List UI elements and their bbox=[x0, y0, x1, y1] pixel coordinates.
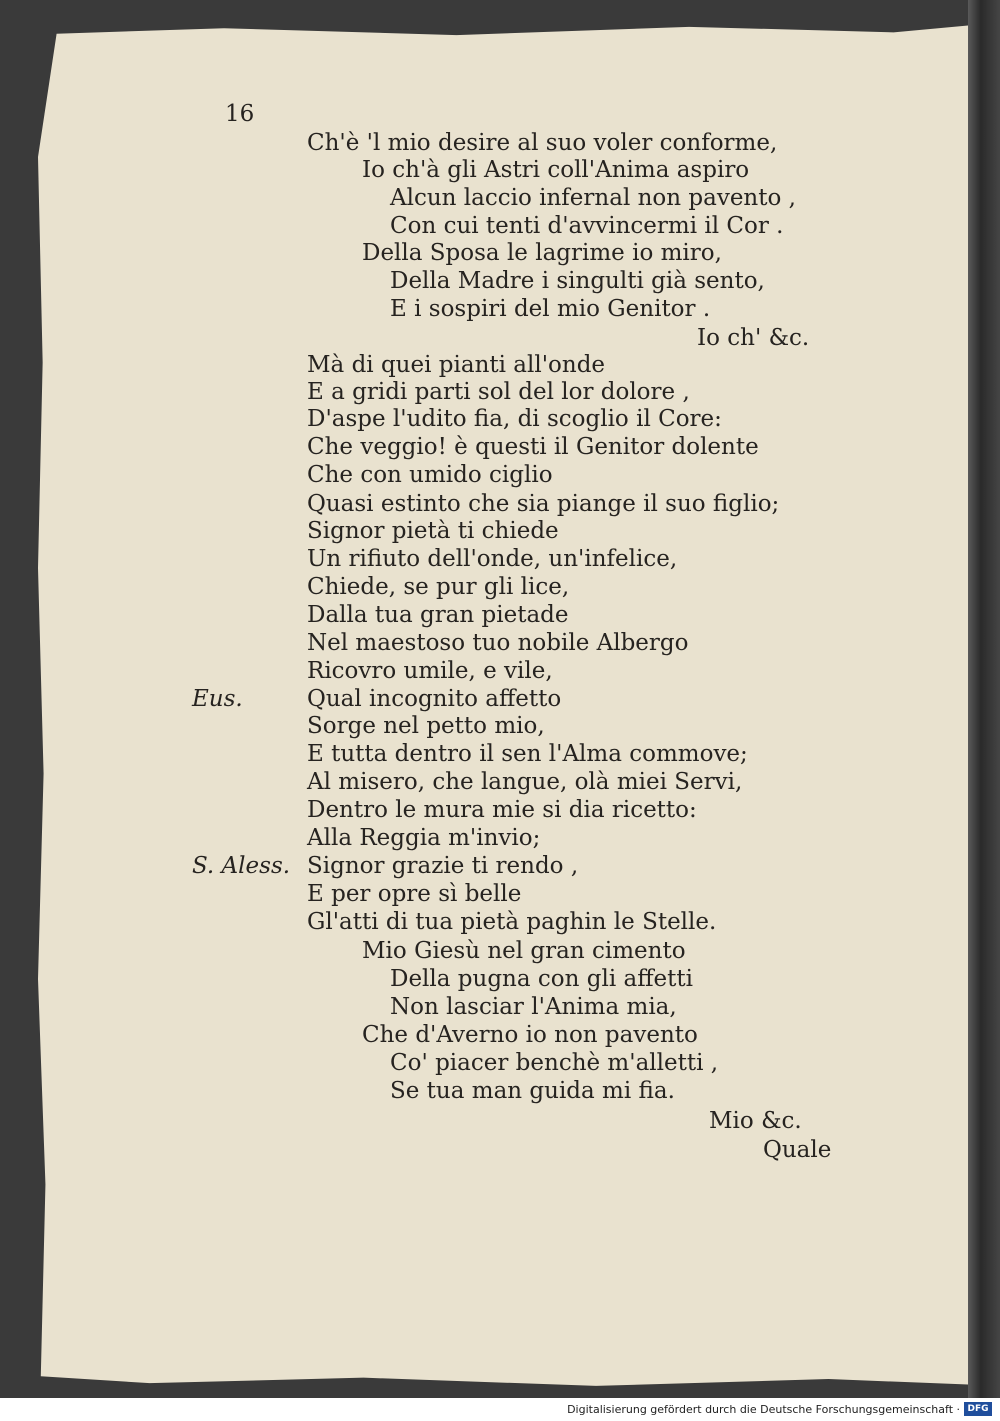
text-line: E i sospiri del mio Genitor . bbox=[390, 296, 711, 322]
text-line: Dalla tua gran pietade bbox=[307, 602, 569, 628]
book-spine bbox=[968, 0, 1000, 1400]
text-line: Alcun laccio infernal non pavento , bbox=[390, 185, 796, 211]
text-line: Ch'è 'l mio desire al suo voler conforme, bbox=[307, 130, 778, 156]
footer-bar bbox=[0, 1398, 1000, 1421]
text-line: Che d'Averno io non pavento bbox=[362, 1022, 698, 1048]
text-line: E per opre sì belle bbox=[307, 881, 522, 907]
text-line: Della Sposa le lagrime io miro, bbox=[362, 240, 722, 266]
page-number: 16 bbox=[225, 101, 255, 127]
text-line: Se tua man guida mi fia. bbox=[390, 1078, 675, 1104]
text-line: Qual incognito affetto bbox=[307, 686, 562, 712]
text-line: Che con umido ciglio bbox=[307, 462, 553, 488]
text-line: Signor grazie ti rendo , bbox=[307, 853, 579, 879]
dfg-logo: DFG bbox=[964, 1402, 992, 1416]
text-line: Sorge nel petto mio, bbox=[307, 713, 545, 739]
text-line: Nel maestoso tuo nobile Albergo bbox=[307, 630, 689, 656]
speaker-label: Eus. bbox=[192, 686, 243, 712]
text-line: D'aspe l'udito fia, di scoglio il Core: bbox=[307, 406, 722, 432]
text-line: Io ch'à gli Astri coll'Anima aspiro bbox=[362, 157, 750, 183]
text-line: Alla Reggia m'invio; bbox=[307, 825, 541, 851]
text-line: Un rifiuto dell'onde, un'infelice, bbox=[307, 546, 678, 572]
text-line: Mà di quei pianti all'onde bbox=[307, 352, 606, 378]
text-line: Ricovro umile, e vile, bbox=[307, 658, 553, 684]
speaker-label: S. Aless. bbox=[192, 853, 291, 879]
text-line: Che veggio! è questi il Genitor dolente bbox=[307, 434, 759, 460]
funding-notice: Digitalisierung gefördert durch die Deutsche Forschungsgemeinschaft · bbox=[567, 1403, 960, 1416]
text-line: Della Madre i singulti già sento, bbox=[390, 268, 765, 294]
catchword: Quale bbox=[763, 1137, 832, 1163]
text-line: Signor pietà ti chiede bbox=[307, 518, 559, 544]
text-line: Chiede, se pur gli lice, bbox=[307, 574, 570, 600]
text-line: Della pugna con gli affetti bbox=[390, 966, 693, 992]
text-line: Dentro le mura mie si dia ricetto: bbox=[307, 797, 697, 823]
text-line: Io ch' &c. bbox=[697, 325, 810, 351]
text-line: Non lasciar l'Anima mia, bbox=[390, 994, 677, 1020]
text-line: E a gridi parti sol del lor dolore , bbox=[307, 379, 690, 405]
text-line: Con cui tenti d'avvincermi il Cor . bbox=[390, 213, 784, 239]
text-line: Co' piacer benchè m'alletti , bbox=[390, 1050, 719, 1076]
text-line: Mio &c. bbox=[709, 1108, 802, 1134]
text-line: E tutta dentro il sen l'Alma commove; bbox=[307, 741, 748, 767]
text-line: Mio Giesù nel gran cimento bbox=[362, 938, 686, 964]
text-line: Quasi estinto che sia piange il suo figlio; bbox=[307, 491, 780, 517]
text-line: Al misero, che langue, olà miei Servi, bbox=[307, 769, 743, 795]
text-line: Gl'atti di tua pietà paghin le Stelle. bbox=[307, 909, 717, 935]
